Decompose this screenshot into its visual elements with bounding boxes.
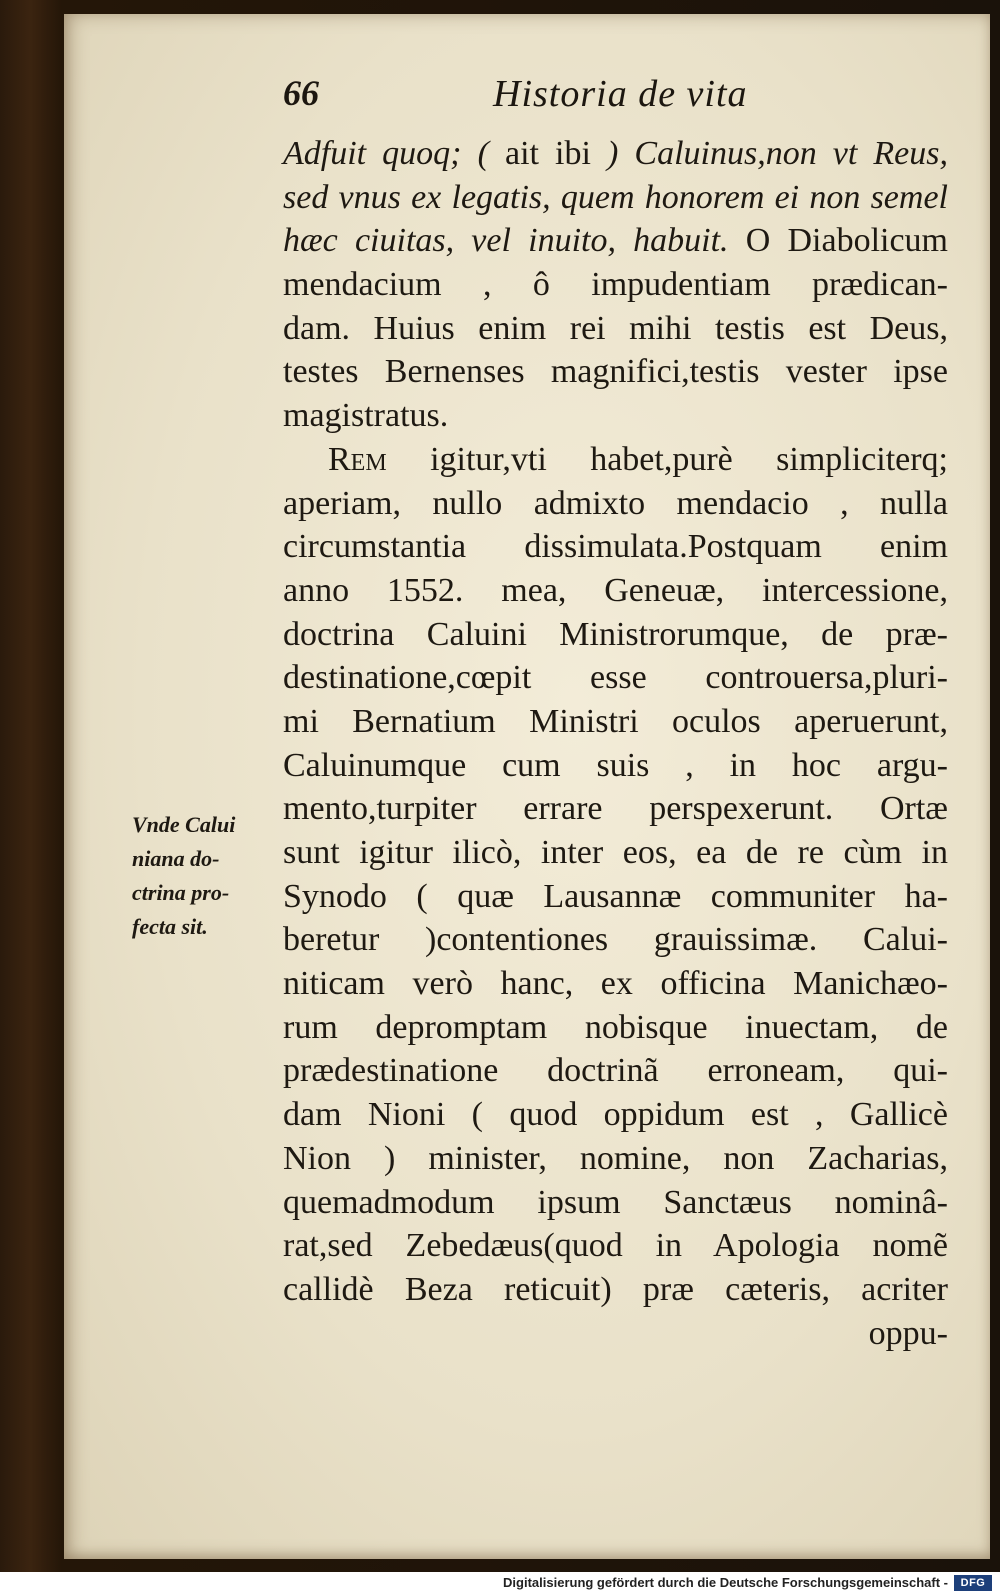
- text-line: mento,turpiter errare perspexerunt. Ortæ: [283, 790, 948, 828]
- marginal-line: ctrina pro-: [132, 880, 230, 905]
- catchword: oppu-: [868, 1314, 948, 1352]
- text-line: Synodo ( quæ Lausannæ communiter ha-: [283, 877, 948, 915]
- small-caps-initial: Rem: [328, 440, 387, 478]
- text-line: mendacium , ô impudentiam prædican-: [283, 266, 948, 304]
- text-line: magistratus.: [283, 397, 449, 435]
- text-line: doctrina Caluini Ministrorumque, de præ-: [283, 615, 948, 653]
- quote-text: hæc ciuitas, vel inuito, habuit.: [283, 222, 729, 260]
- text-line: prædestinatione doctrinã erroneam, qui-: [283, 1052, 948, 1090]
- text-line: destinatione,cœpit esse controuersa,pluri-: [283, 659, 948, 697]
- funding-credit: Digitalisierung gefördert durch die Deutsche Forschungsgemeinschaft -: [503, 1575, 948, 1590]
- text-line: quemadmodum ipsum Sanctæus nominâ-: [283, 1183, 948, 1221]
- text-line: aperiam, nullo admixto mendacio , nulla: [283, 484, 948, 522]
- quote-text: ) Caluinus,non vt Reus,: [607, 135, 948, 172]
- text-line: mi Bernatium Ministri oculos aperuerunt,: [283, 702, 948, 740]
- text-line: niticam verò hanc, ex officina Manichæo-: [283, 965, 948, 1003]
- text-line: dam Nioni ( quod oppidum est , Gallicè: [283, 1096, 948, 1134]
- text-line: sed vnus ex legatis, quem honorem ei non semel: [283, 178, 948, 216]
- text-line: anno 1552. mea, Geneuæ, intercessione,: [283, 571, 948, 609]
- text-line: [283, 438, 948, 482]
- page-header: [283, 72, 943, 122]
- text-line: dam. Huius enim rei mihi testis est Deus,: [283, 309, 948, 347]
- text-line: rum depromptam nobisque inuectam, de: [283, 1008, 948, 1046]
- running-head: Historia de vita: [493, 73, 748, 115]
- text-line: testes Bernenses magnifici,testis vester ipse: [283, 353, 948, 391]
- marginal-line: fecta sit.: [132, 914, 208, 939]
- plain-text: O Diabolicum: [728, 222, 948, 260]
- text-line: sunt igitur ilicò, inter eos, ea de re cùm in: [283, 834, 948, 871]
- text-line: callidè Beza reticuit) præ cæteris, acriter: [283, 1270, 948, 1308]
- page-number: 66: [283, 73, 319, 113]
- text-line: [283, 219, 948, 263]
- text-line: [283, 132, 948, 176]
- text-line: circumstantia dissimulata.Postquam enim: [283, 528, 948, 566]
- marginal-note: [132, 808, 272, 944]
- text-line: beretur )contentiones grauissimæ. Calui-: [283, 921, 948, 959]
- digitization-footer: [0, 1572, 1000, 1595]
- text-line: Caluinumque cum suis , in hoc argu-: [283, 746, 948, 784]
- quote-text: Adfuit quoq; (: [283, 135, 489, 172]
- marginal-line: Vnde Calui: [132, 812, 236, 837]
- body-text: [283, 132, 948, 1355]
- text-line: Nion ) minister, nomine, non Zacharias,: [283, 1139, 948, 1177]
- dfg-logo-icon: DFG: [954, 1575, 992, 1591]
- text-line: rat,sed Zebedæus(quod in Apologia nomẽ: [283, 1227, 948, 1265]
- plain-text: ait ibi: [488, 135, 607, 172]
- plain-text: igitur,vti habet,purè simpliciterq;: [386, 440, 948, 478]
- marginal-line: niana do-: [132, 846, 220, 871]
